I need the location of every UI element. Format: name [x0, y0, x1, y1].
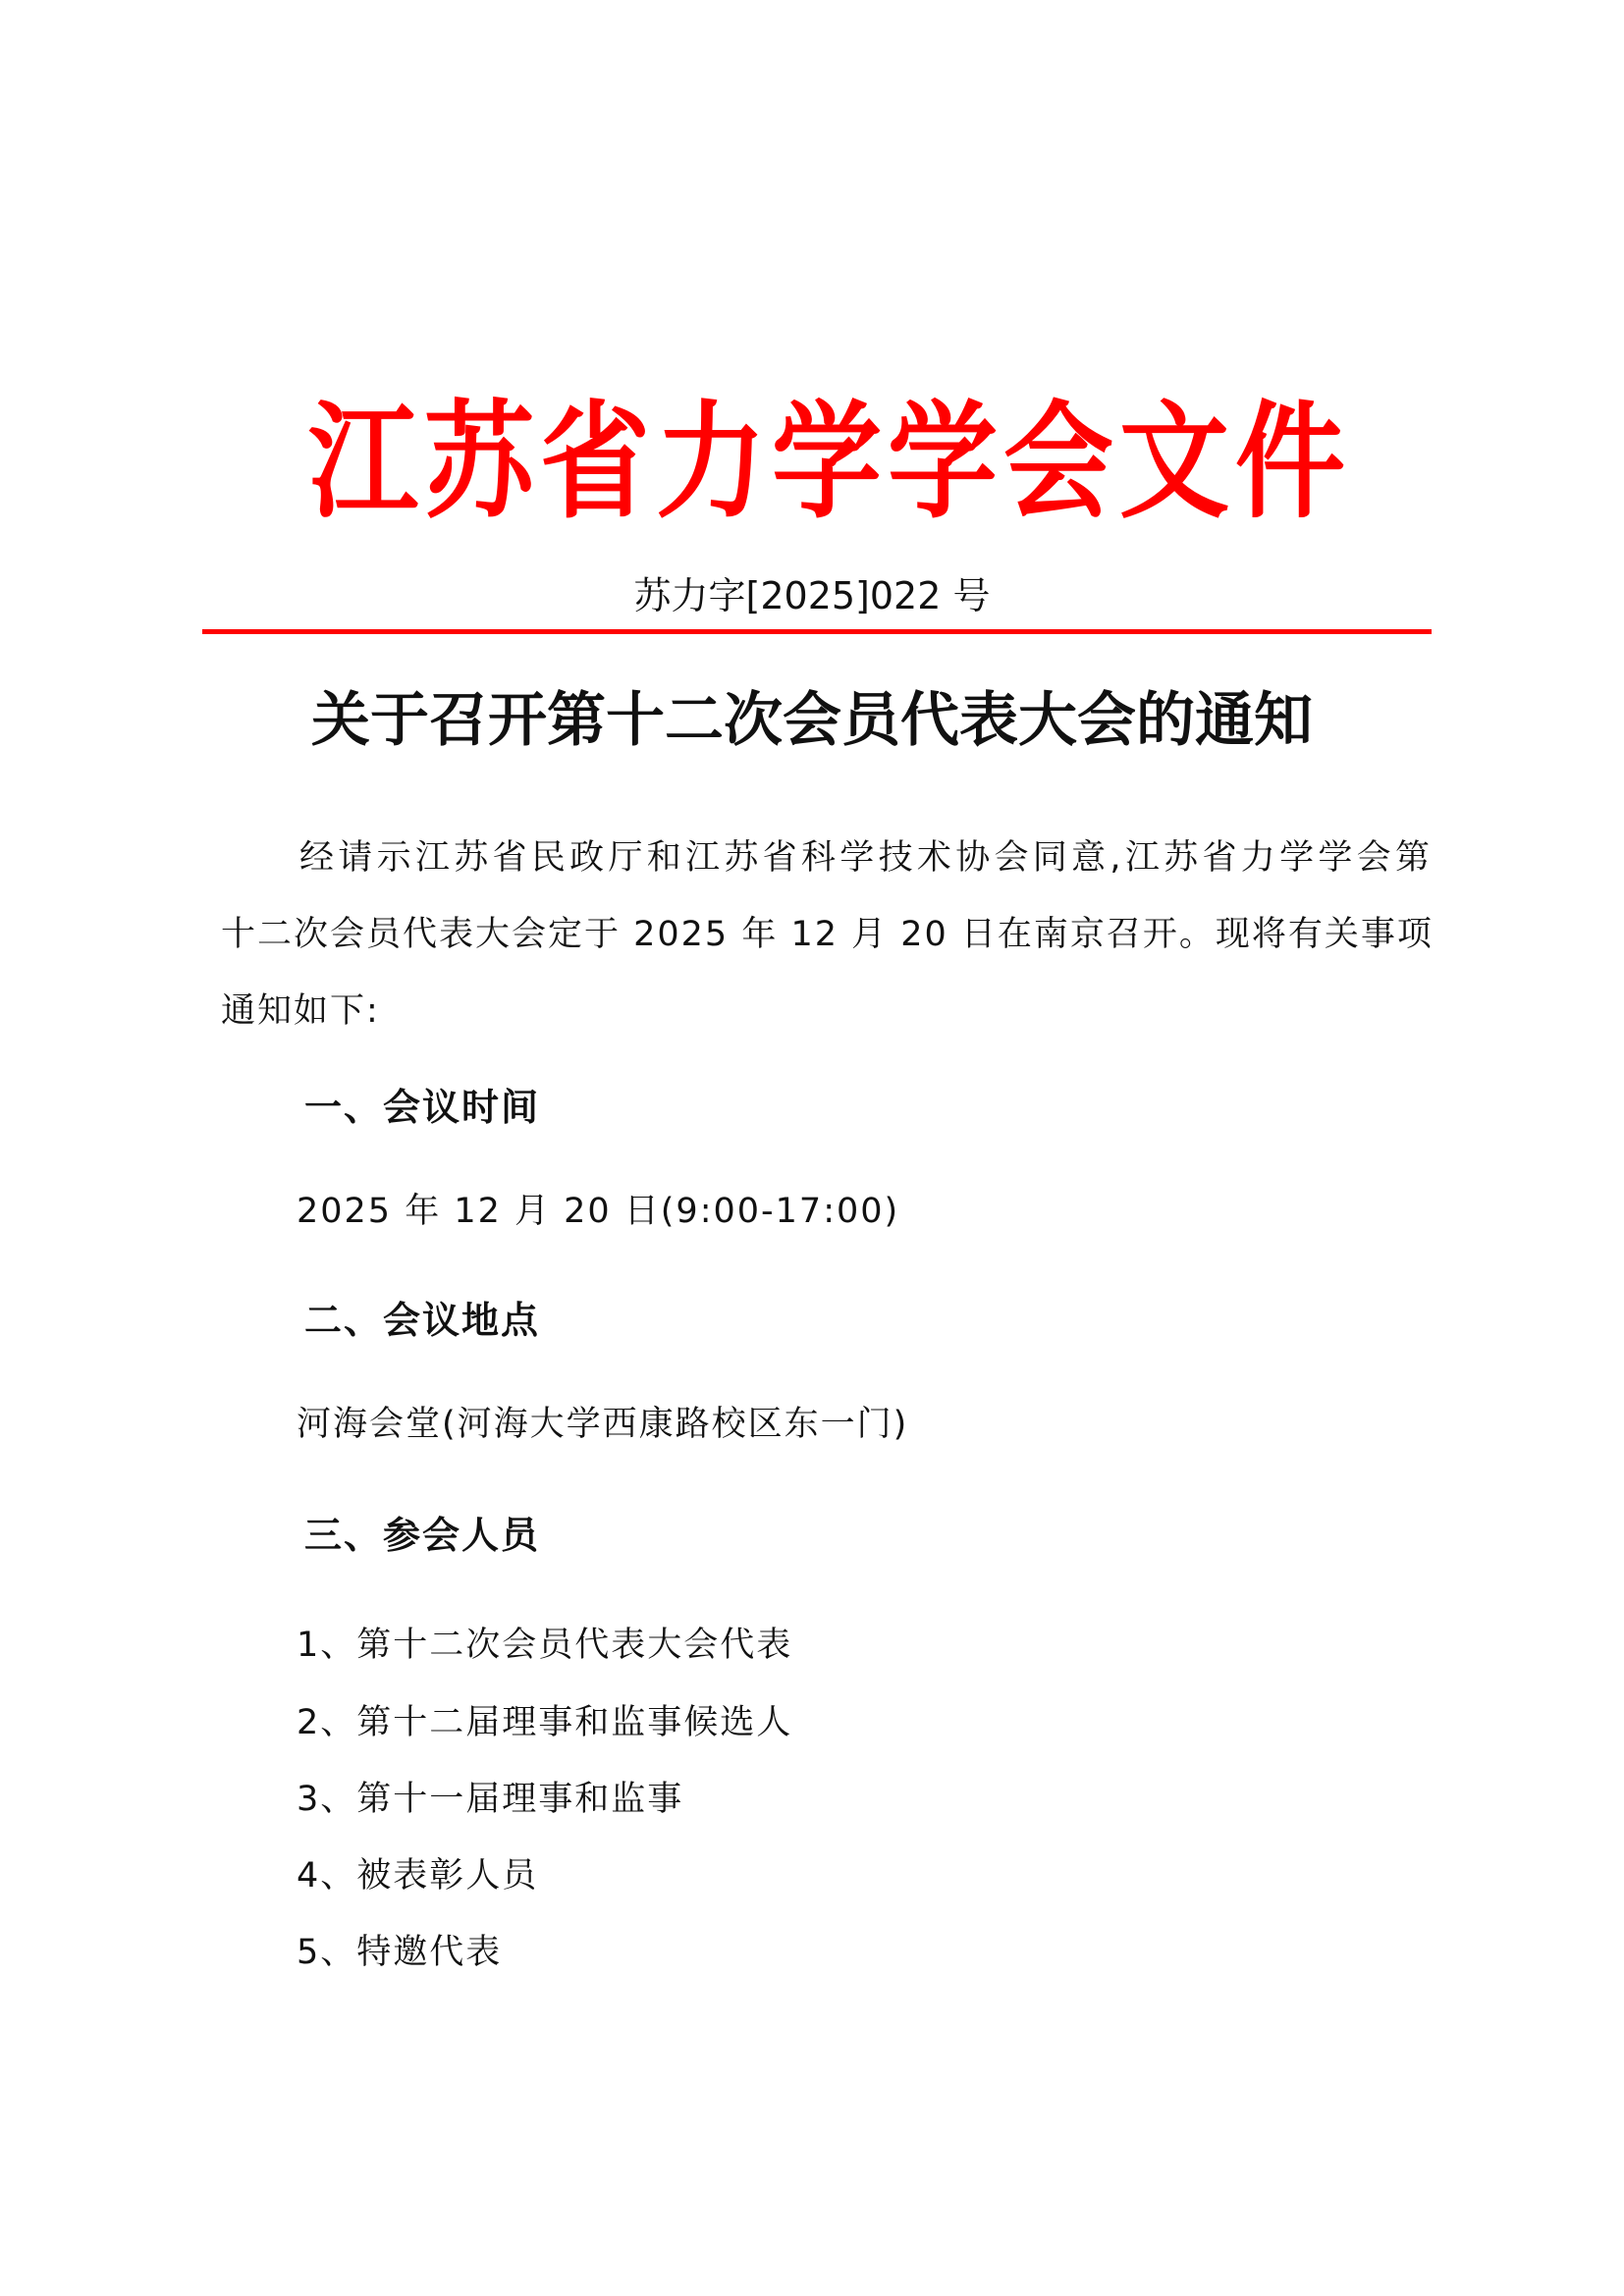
notice-subject: 关于召开第十二次会员代表大会的通知 — [311, 686, 1313, 755]
intro-line-1: 经请示江苏省民政厅和江苏省科学技术协会同意,江苏省力学学会第 — [299, 838, 1432, 878]
document-number: 苏力字[2025]022 号 — [633, 574, 991, 617]
section-heading-venue: 二、会议地点 — [304, 1299, 541, 1342]
attendee-item: 4、被表彰人员 — [297, 1856, 539, 1896]
intro-line-3: 通知如下: — [221, 991, 380, 1031]
meeting-time: 2025 年 12 月 20 日(9:00-17:00) — [297, 1192, 900, 1231]
attendee-item: 1、第十二次会员代表大会代表 — [297, 1626, 793, 1665]
intro-line-2: 十二次会员代表大会定于 2025 年 12 月 20 日在南京召开。现将有关事项 — [221, 915, 1434, 954]
section-heading-attendees: 三、参会人员 — [304, 1514, 541, 1557]
attendee-item: 5、特邀代表 — [297, 1933, 503, 1972]
attendee-item: 2、第十二届理事和监事候选人 — [297, 1703, 793, 1742]
section-heading-time: 一、会议时间 — [304, 1086, 541, 1129]
meeting-venue: 河海会堂(河海大学西康路校区东一门) — [297, 1405, 909, 1444]
organization-title: 江苏省力学学会文件 — [308, 388, 1351, 537]
red-divider — [202, 629, 1432, 634]
attendee-item: 3、第十一届理事和监事 — [297, 1780, 684, 1819]
